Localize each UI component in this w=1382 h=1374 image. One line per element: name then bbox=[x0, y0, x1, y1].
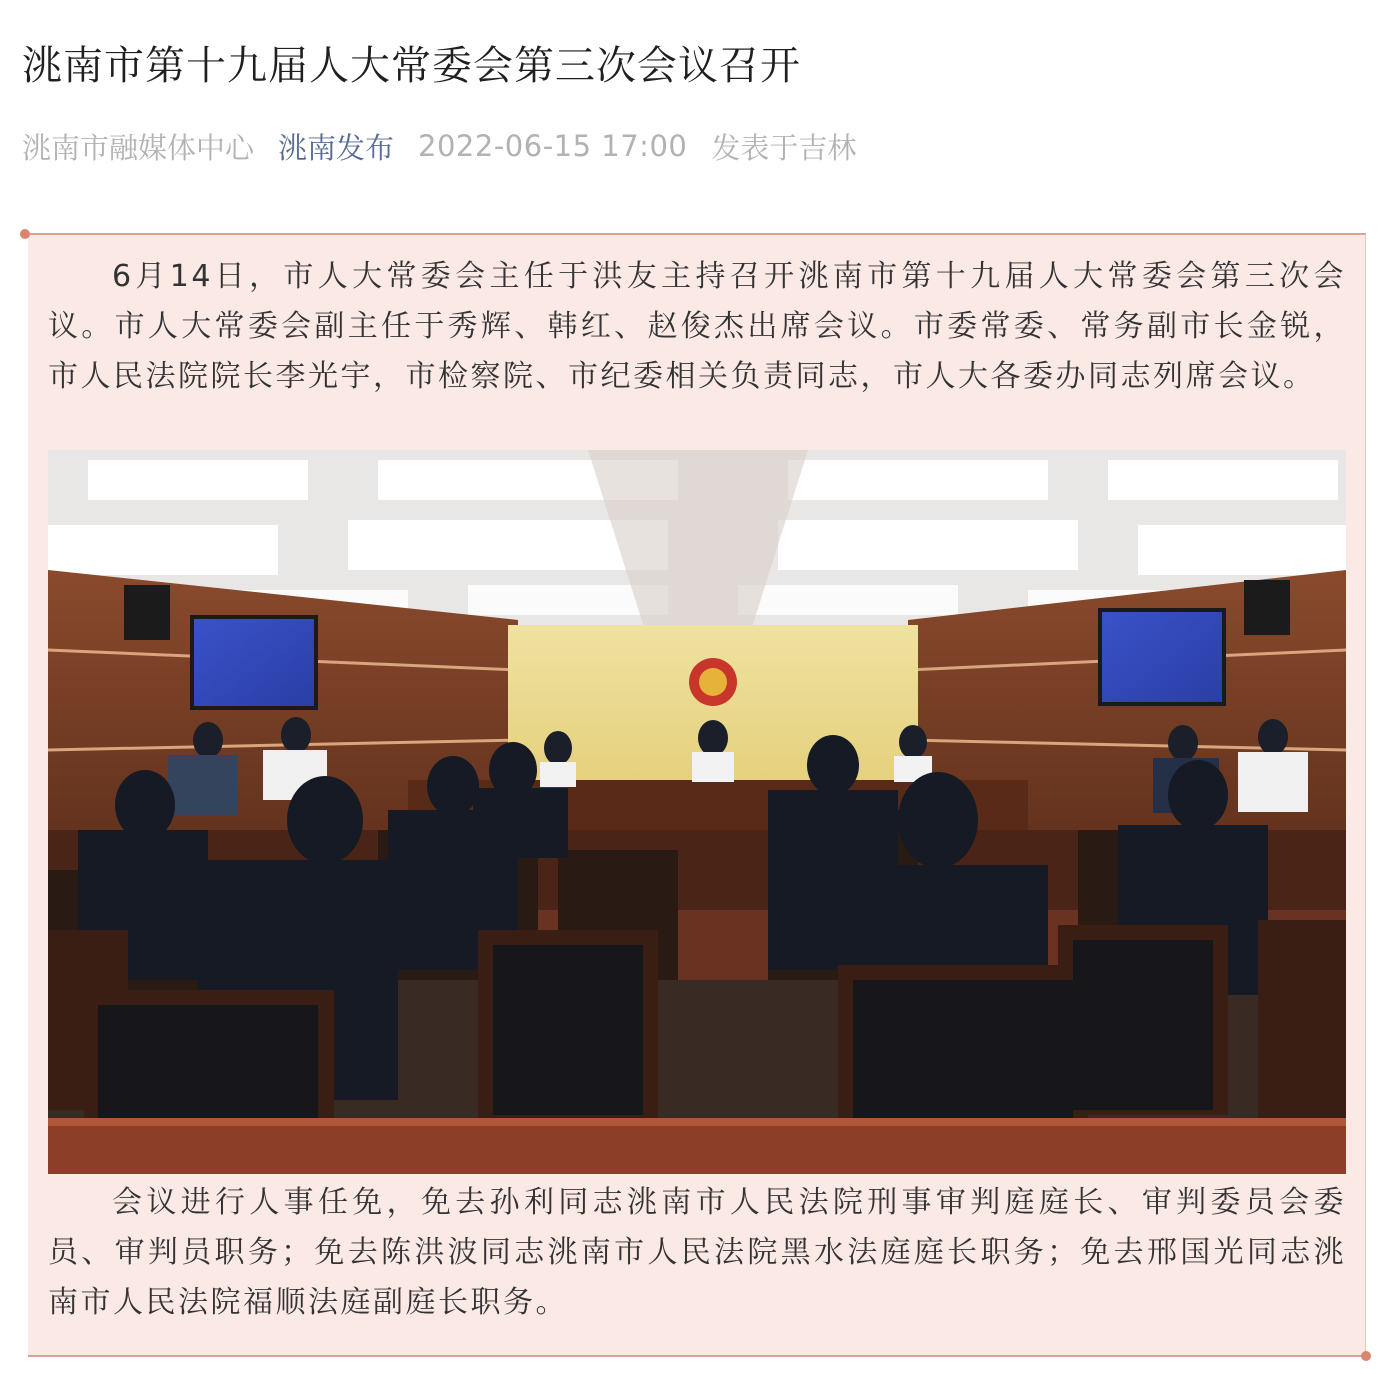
article-title: 洮南市第十九届人大常委会第三次会议召开 bbox=[22, 43, 801, 89]
publish-date: 2022-06-15 17:00 bbox=[418, 129, 688, 163]
article-paragraph-2: 会议进行人事任免，免去孙利同志洮南市人民法院刑事审判庭庭长、审判委员会委员、审判员职务；免去陈洪波同志洮南市人民法院黑水法庭庭长职务；免去邢国光同志洮南市人民法院福顺法庭副庭长职务。 bbox=[48, 1185, 1346, 1320]
account-link[interactable]: 洮南发布 bbox=[278, 130, 395, 165]
article-paragraph-1: 6月14日，市人大常委会主任于洪友主持召开洮南市第十九届人大常委会第三次会议。市人大常委会副主任于秀辉、韩红、赵俊杰出席会议。市委常委、常务副市长金锐，市人民法院院长李光宇，市检察院、市纪委相关负责同志，市人大各委办同志列席会议。 bbox=[48, 259, 1346, 394]
decor-dot-bottom-right bbox=[1361, 1351, 1371, 1361]
meeting-photo[interactable] bbox=[48, 450, 1346, 1174]
author-name: 洮南市融媒体中心 bbox=[22, 130, 255, 165]
decor-dot-top-left bbox=[20, 229, 30, 239]
panel-bottom-rule bbox=[28, 1355, 1366, 1357]
panel-top-rule bbox=[22, 233, 1366, 235]
panel-right-rule bbox=[1365, 234, 1366, 1356]
article-meta bbox=[22, 124, 880, 168]
publish-location: 发表于吉林 bbox=[711, 130, 857, 165]
